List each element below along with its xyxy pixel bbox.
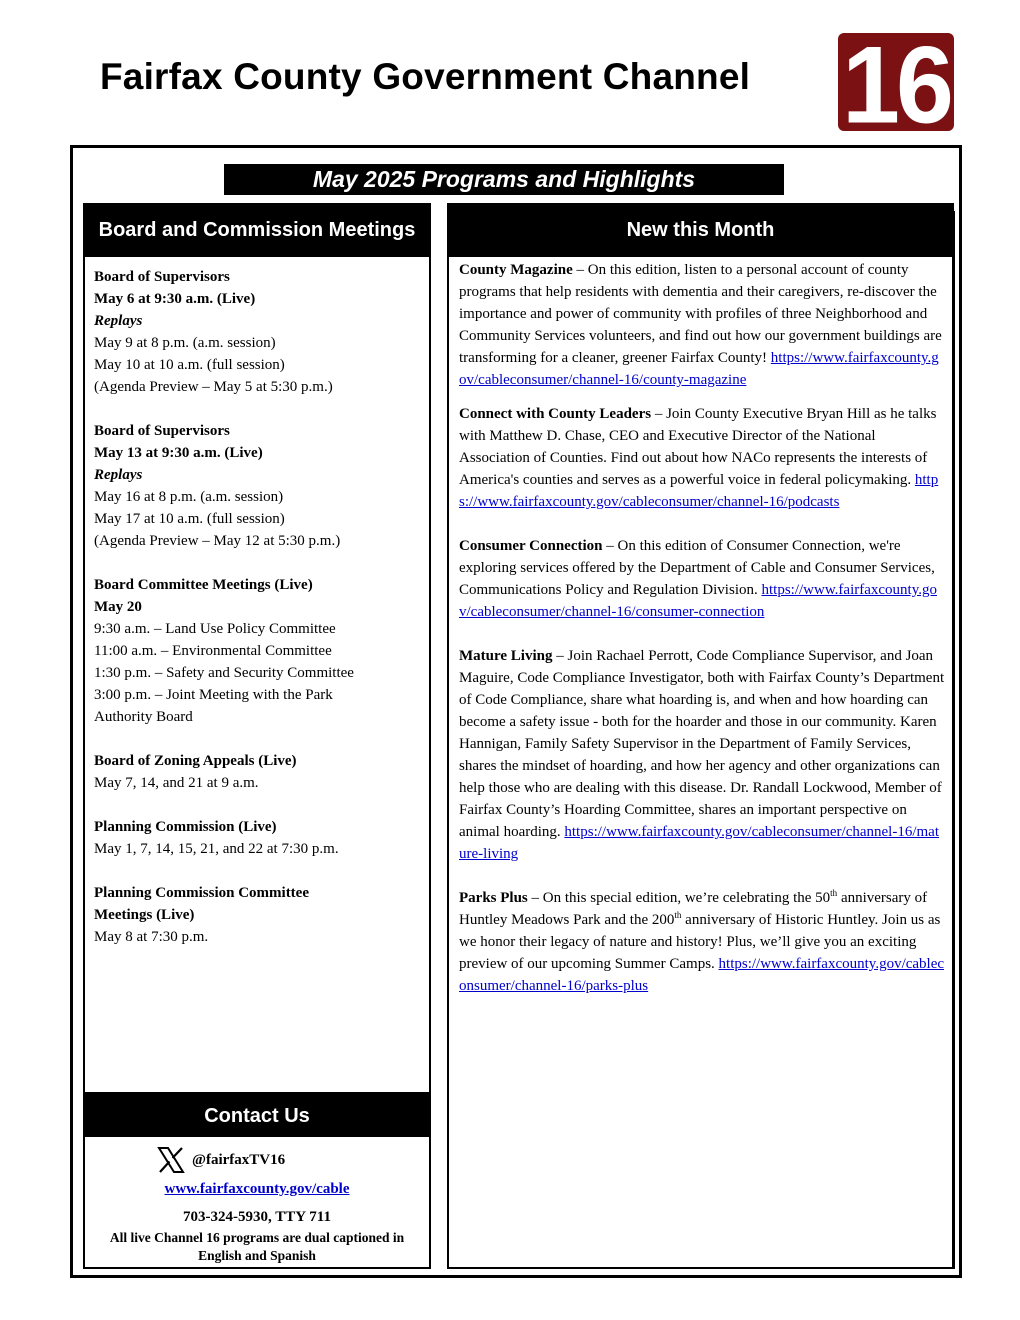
meeting-line: Planning Commission Committee — [94, 885, 309, 901]
caption-note: All live Channel 16 programs are dual captioned in English and Spanish — [109, 1230, 405, 1263]
month-banner: May 2025 Programs and Highlights — [224, 164, 784, 195]
meeting-line: May 1, 7, 14, 15, 21, and 22 at 7:30 p.m. — [94, 841, 339, 857]
new-this-month-header: New this Month — [449, 205, 952, 257]
program-name: Connect with County Leaders — [459, 406, 652, 422]
program-name: County Magazine — [459, 262, 573, 278]
meeting-line: Meetings (Live) — [94, 907, 195, 923]
column-shadow — [952, 211, 955, 1269]
meeting-block — [94, 816, 424, 860]
program-item — [459, 535, 946, 623]
logo-text: 16 — [842, 33, 950, 131]
meeting-line: Authority Board — [94, 709, 193, 725]
meetings-list — [94, 266, 424, 970]
x-handle: @fairfaxTV16 — [192, 1151, 286, 1168]
meeting-line: Board of Zoning Appeals (Live) — [94, 753, 297, 769]
meeting-line: May 7, 14, and 21 at 9 a.m. — [94, 775, 259, 791]
meeting-line: 3:00 p.m. – Joint Meeting with the Park — [94, 687, 333, 703]
ordinal-suffix: th — [674, 910, 682, 920]
program-desc: – On this edition, listen to a personal account of county programs that help residents with dementia and their caregivers, re-discover the importance and power of community with profiles of three Neighborhood and Community Services volunteers, and find out how our government buildings are transforming for a cleaner, greener Fairfax County! — [459, 262, 942, 366]
meeting-line: Board of Supervisors — [94, 269, 230, 285]
program-link[interactable]: https://www.fairfaxcounty.gov/cableconsumer/channel-16/county-magazine — [459, 350, 939, 388]
program-desc: – Join County Executive Bryan Hill as he talks with Matthew D. Chase, CEO and Executive Director of the National Association of Counties. Find out about how NACo represents the interests of America's counties and serves as a powerful voice in federal policymaking. — [459, 406, 937, 488]
program-item — [459, 403, 946, 513]
x-logo-icon — [156, 1145, 186, 1175]
contact-link-row — [84, 1178, 430, 1200]
meeting-line: Board Committee Meetings (Live) — [94, 577, 313, 593]
page-title: Fairfax County Government Channel — [100, 56, 751, 97]
ordinal-suffix: th — [830, 888, 838, 898]
program-name: Consumer Connection — [459, 538, 603, 554]
meeting-line: May 6 at 9:30 a.m. (Live) — [94, 291, 256, 307]
program-link[interactable]: https://www.fairfaxcounty.gov/cableconsumer/channel-16/mature-living — [459, 824, 939, 862]
meetings-header: Board and Commission Meetings — [85, 205, 429, 257]
program-item — [459, 645, 946, 865]
meeting-line: May 20 — [94, 599, 142, 615]
contact-phone: 703-324-5930, TTY 711 — [183, 1209, 331, 1225]
meeting-line: (Agenda Preview – May 12 at 5:30 p.m.) — [94, 533, 341, 549]
meeting-line: 1:30 p.m. – Safety and Security Committee — [94, 665, 354, 681]
program-desc: – Join Rachael Perrott, Code Compliance Supervisor, and Joan Maguire, Code Compliance Investigator, both with Fairfax County’s Department of Code Compliance, share what hoarding is, and when and how hoarding can become a safety issue - both for the hoarder and those in our community. Karen Hannigan, Family Safety Supervisor in the Department of Family Services, shares the mindset of hoarding, and how her agency and other organizations can help those who are dealing with this disease. Dr. Randall Lockwood, Member of Fairfax County’s Hoarding Committee, shares an important perspective on animal hoarding. — [459, 648, 945, 840]
meeting-line: May 9 at 8 p.m. (a.m. session) — [94, 335, 276, 351]
meeting-line: Board of Supervisors — [94, 423, 230, 439]
meeting-line: May 13 at 9:30 a.m. (Live) — [94, 445, 263, 461]
meeting-line: May 16 at 8 p.m. (a.m. session) — [94, 489, 284, 505]
program-name: Parks Plus — [459, 890, 528, 906]
social-row[interactable] — [156, 1145, 285, 1175]
program-desc: anniversary of Huntley Meadows Park and the 200 — [459, 890, 928, 928]
meeting-line: Replays — [94, 467, 143, 483]
program-desc: – On this edition of Consumer Connection, we're exploring services offered by the Department of Cable and Consumer Services, Communications Policy and Regulation Division. — [459, 538, 935, 598]
program-name: Mature Living — [459, 648, 553, 664]
meeting-line: 9:30 a.m. – Land Use Policy Committee — [94, 621, 336, 637]
program-link[interactable]: https://www.fairfaxcounty.gov/cableconsumer/channel-16/parks-plus — [459, 956, 945, 994]
meeting-line: May 10 at 10 a.m. (full session) — [94, 357, 285, 373]
program-item — [459, 887, 946, 997]
programs-list — [459, 259, 946, 997]
meeting-line: 11:00 a.m. – Environmental Committee — [94, 643, 332, 659]
meeting-line: Planning Commission (Live) — [94, 819, 277, 835]
program-item — [459, 259, 946, 391]
meeting-line: May 8 at 7:30 p.m. — [94, 929, 209, 945]
meeting-block — [94, 266, 424, 398]
meeting-block — [94, 882, 424, 948]
meeting-line: (Agenda Preview – May 5 at 5:30 p.m.) — [94, 379, 333, 395]
cable-website-link[interactable]: www.fairfaxcounty.gov/cable — [164, 1181, 350, 1197]
program-link[interactable]: https://www.fairfaxcounty.gov/cableconsumer/channel-16/consumer-connection — [459, 582, 938, 620]
meeting-line: May 17 at 10 a.m. (full session) — [94, 511, 285, 527]
meeting-block — [94, 750, 424, 794]
program-desc: anniversary of Historic Huntley. Join us as we honor their legacy of nature and history! Plus, we’ll give you an exciting preview of our upcoming Summer Camps. — [459, 912, 941, 972]
channel-16-logo — [838, 33, 954, 131]
contact-header: Contact Us — [84, 1092, 430, 1137]
meeting-block — [94, 574, 424, 728]
meeting-block — [94, 420, 424, 552]
program-desc: – On this special edition, we’re celebrating the 50 — [527, 890, 831, 906]
meeting-line: Replays — [94, 313, 143, 329]
program-link[interactable]: https://www.fairfaxcounty.gov/cableconsumer/channel-16/podcasts — [459, 472, 939, 510]
